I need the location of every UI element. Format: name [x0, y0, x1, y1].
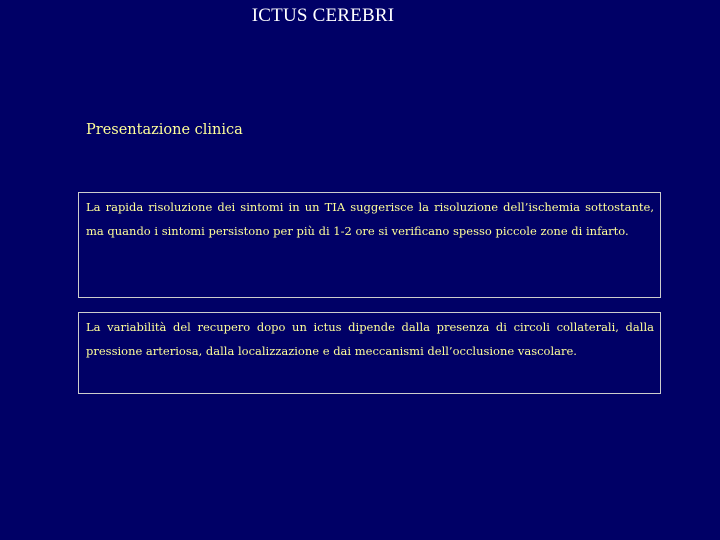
slide-title: ICTUS CEREBRI: [251, 5, 395, 26]
text-box-recovery: [78, 312, 661, 394]
paragraph-recovery: La variabilità del recupero dopo un ictus dipende dalla presenza di circoli collaterali, dalla pressione arteriosa, dalla localizzazione e dai meccanismi dell’occlusione vascolare.: [86, 320, 654, 358]
text-box-tia: [78, 192, 661, 298]
slide-subtitle: Presentazione clinica: [86, 122, 243, 138]
paragraph-tia: La rapida risoluzione dei sintomi in un TIA suggerisce la risoluzione dell’ischemia sottostante, ma quando i sintomi persistono per più di 1-2 ore si verificano spesso piccole zone di infarto.: [86, 200, 654, 238]
